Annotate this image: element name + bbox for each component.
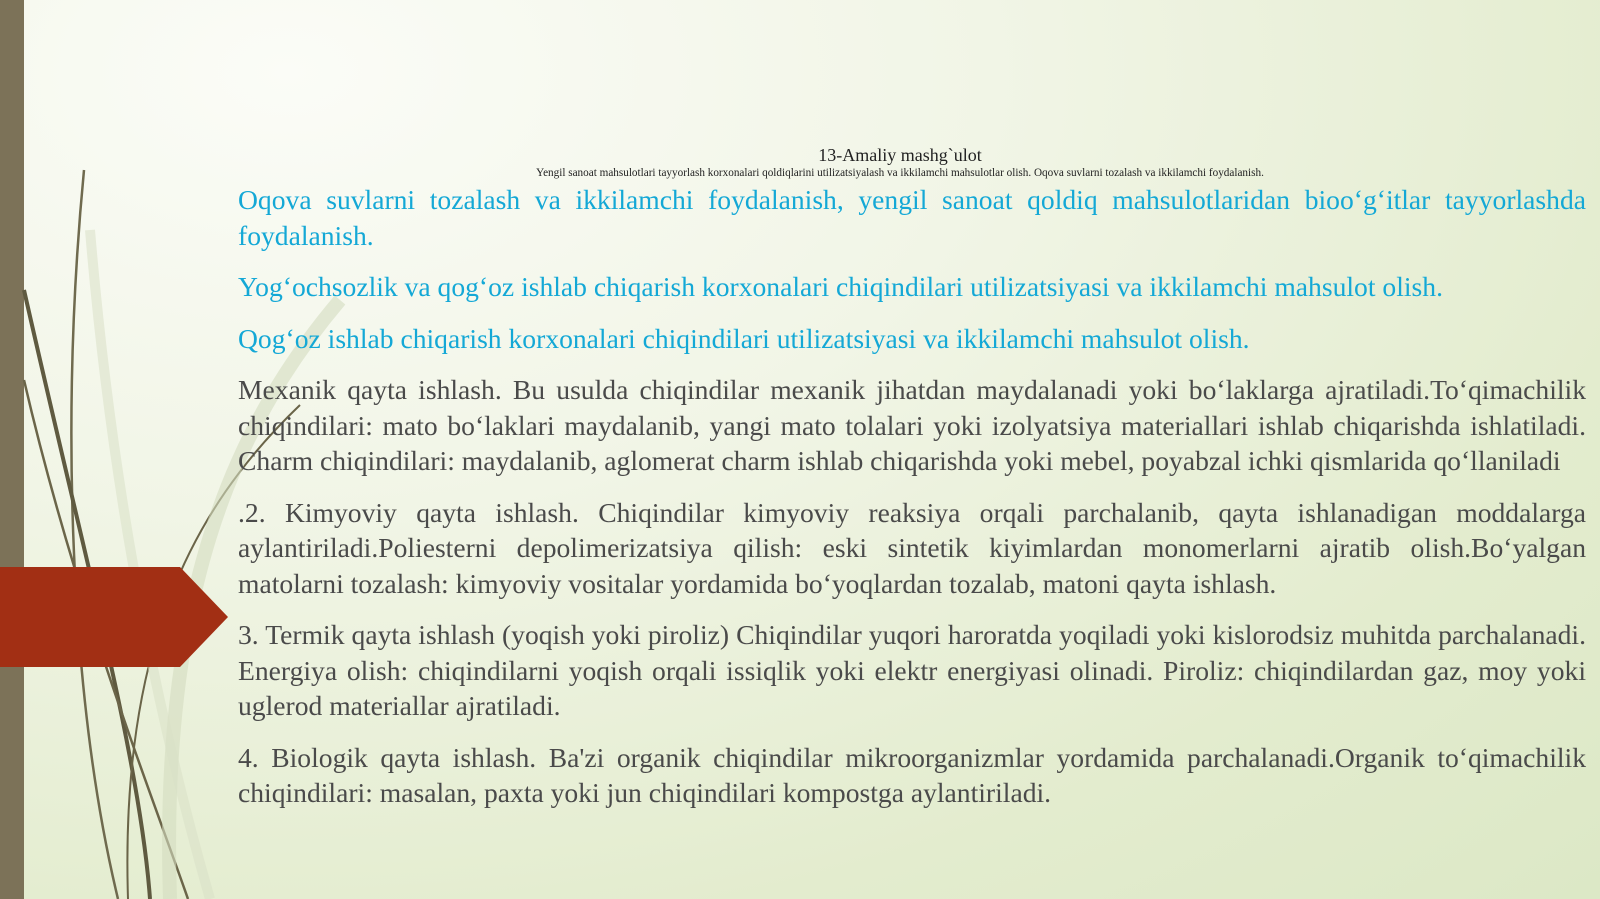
slide-subtitle: Yengil sanoat mahsulotlari tayyorlash korxonalari qoldiqlarini utilizatsiyalash va ikkilamchi mahsulotlar olish. Oqova suvlarni tozalash va ikkilamchi foydalanish. <box>536 167 1264 179</box>
paragraph-chemical: .2. Kimyoviy qayta ishlash. Chiqindilar kimyoviy reaksiya orqali parchalanib, qayta ishlanadigan moddalarga aylantiriladi.Poliesterni depolimerizatsiya qilish: eski sintetik kiyimlardan monomerlarni ajratib olish.Bo‘yalgan matolarni tozalash: kimyoviy vositalar yordamida bo‘yoqlardan tozalab, matoni qayta ishlash. <box>238 496 1586 599</box>
red-arrow-shape <box>0 567 228 667</box>
slide-body <box>238 182 1586 827</box>
paragraph-wastewater: Oqova suvlarni tozalash va ikkilamchi foydalanish, yengil sanoat qoldiq mahsulotlaridan bioo‘g‘itlar tayyorlashda foydalanish. <box>238 184 1586 251</box>
paragraph-woodworking: Yog‘ochsozlik va qog‘oz ishlab chiqarish korxonalari chiqindilari utilizatsiyasi va ikkilamchi mahsulot olish. <box>238 271 1443 302</box>
paragraph-mechanical: Mexanik qayta ishlash. Bu usulda chiqindilar mexanik jihatdan maydalanadi yoki bo‘laklarga ajratiladi.To‘qimachilik chiqindilari: mato bo‘laklari maydalanib, yangi mato tolalari yoki izolyatsiya materiallari ishlab chiqarishda ishlatiladi. Charm chiqindilari: maydalanib, aglomerat charm ishlab chiqarishda yoki mebel, poyabzal ichki qismlarida qo‘llaniladi <box>238 374 1586 476</box>
paragraph-thermal: 3. Termik qayta ishlash (yoqish yoki piroliz) Chiqindilar yuqori haroratda yoqiladi yoki kislorodsiz muhitda parchalanadi. Energiya olish: chiqindilarni yoqish orqali issiqlik yoki elektr energiyasi olinadi. Piroliz: chiqindilardan gaz, moy yoki uglerod materiallar ajratiladi. <box>238 619 1586 721</box>
paragraph-paper: Qog‘oz ishlab chiqarish korxonalari chiqindilari utilizatsiyasi va ikkilamchi mahsulot olish. <box>238 322 1250 354</box>
paragraph-biological: 4. Biologik qayta ishlash. Ba'zi organik chiqindilar mikroorganizmlar yordamida parchalanadi.Organik to‘qimachilik chiqindilari: masalan, paxta yoki jun chiqindilari kompostga aylantiriladi. <box>238 741 1586 808</box>
slide-title: 13-Amaliy mashg`ulot <box>818 145 982 165</box>
